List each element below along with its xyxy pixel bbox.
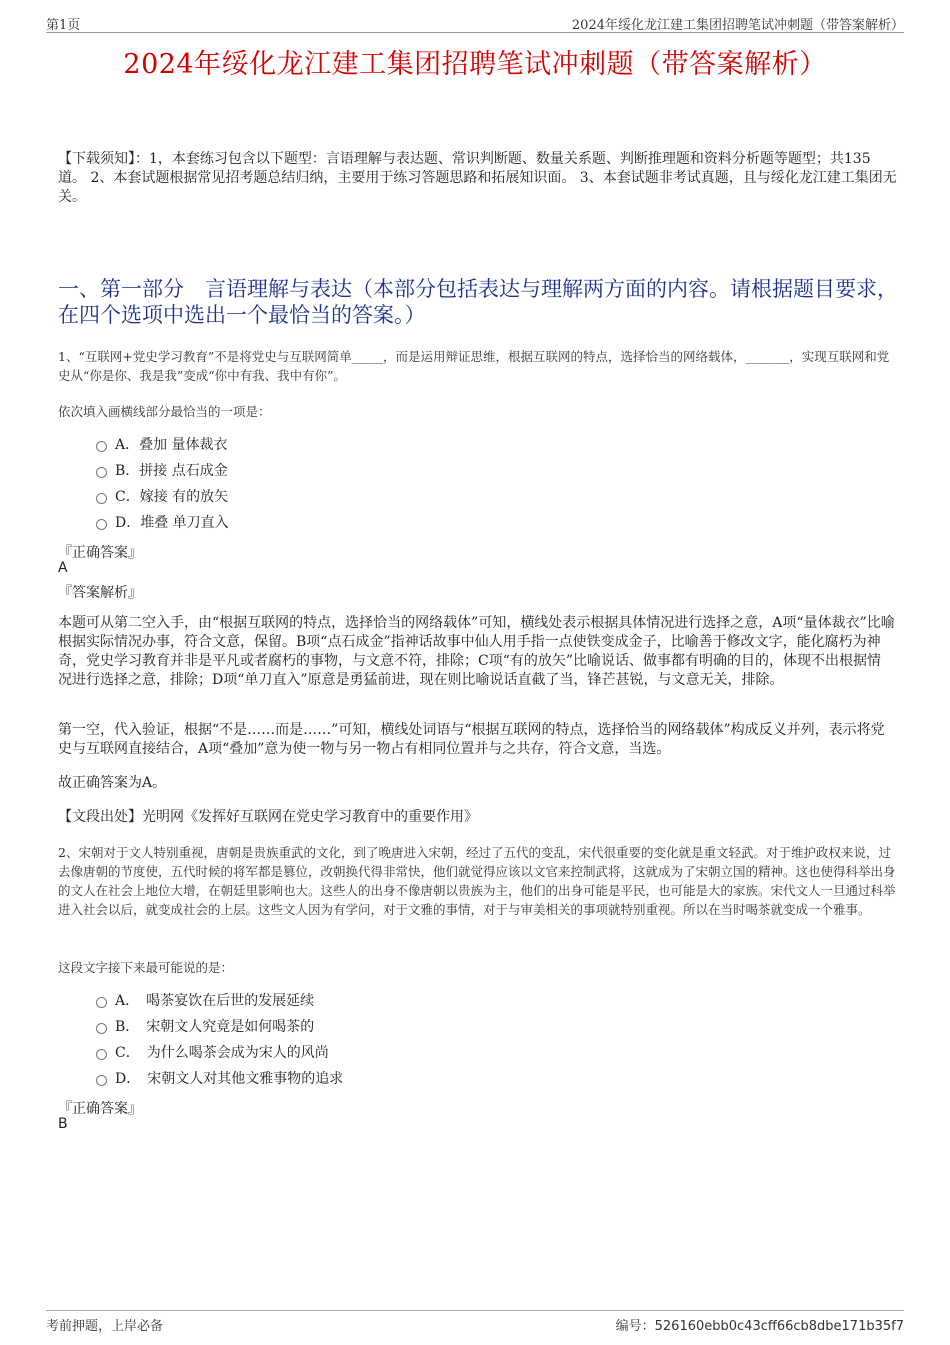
option-d[interactable]: D． 宋朝文人对其他文雅事物的追求 [96,1066,343,1092]
analysis-paragraph: 第一空，代入验证，根据“不是……而是……”可知，横线处词语与“根据互联网的特点，选择恰当的网络载体”构成反义并列，表示将党史与互联网直接结合，A项“叠加”意为使一物与另一物占有相同位置并与之共存，符合文意，当选。 [58,722,885,757]
question-2-options [96,988,343,1092]
question-2-stem: 2、宋朝对于文人特别重视，唐朝是贵族重武的文化，到了晚唐进入宋朝，经过了五代的变乱，宋代很重要的变化就是重文轻武。对于维护政权来说，过去像唐朝的节度使，五代时候的将军都是篡位，改朝换代得非常快，他们就觉得应该以文官来控制武将，这就成为了宋朝立国的精神。这也使得科举出身的文人在社会上地位大增，在朝廷里影响也大。这些人的出身不像唐朝以贵族为主，他们的出身可能是平民，也可能是大的家族。宋代文人一旦通过科举进入社会以后，就变成社会的上层。这些文人因为有学问，对于文雅的事情，对于与审美相关的事项就特别重视。所以在当时喝茶就变成一个雅事。 [58,845,896,917]
correct-answer: B [58,1116,68,1132]
option-c[interactable]: C．嫁接 有的放矢 [96,484,229,510]
source-citation: 【文段出处】光明网《发挥好互联网在党史学习教育中的重要作用》 [58,809,478,825]
radio-icon[interactable] [96,441,107,452]
header-doc-title: 2024年绥化龙江建工集团招聘笔试冲刺题（带答案解析） [571,18,904,33]
analysis-conclusion: 故正确答案为A。 [58,775,167,791]
radio-icon[interactable] [96,1075,107,1086]
analysis-label: 『答案解析』 [58,585,142,601]
section-heading: 一、第一部分 言语理解与表达（本部分包括表达与理解两方面的内容。请根据题目要求，在四个选项中选出一个最恰当的答案。） [58,277,898,327]
radio-icon[interactable] [96,467,107,478]
correct-answer: A [58,560,68,576]
footer-slogan: 考前押题，上岸必备 [46,1319,164,1334]
option-c[interactable]: C． 为什么喝茶会成为宋人的风尚 [96,1040,343,1066]
page-footer [46,1310,904,1335]
correct-answer-label: 『正确答案』 [58,545,142,561]
page-header [46,12,904,33]
download-notice: 【下载须知】：1，本套练习包含以下题型：言语理解与表达题、常识判断题、数量关系题、判断推理题和资料分析题等题型；共135道。 2、本套试题根据常见招考题总结归纳，主要用于练习答题思路和拓展知识面。 3、本套试题非考试真题，且与绥化龙江建工集团无关。 [58,151,897,205]
question-1-stem: 1、“互联网+党史学习教育”不是将党史与互联网简单_____，而是运用辩证思维，根据互联网的特点，选择恰当的网络载体，_______，实现互联网和党史从“你是你、我是我”变成“你中有我、我中有你”。 [58,349,890,383]
option-b[interactable]: B． 宋朝文人究竟是如何喝茶的 [96,1014,343,1040]
option-a[interactable]: A．叠加 量体裁衣 [96,432,229,458]
radio-icon[interactable] [96,1049,107,1060]
option-d[interactable]: D．堆叠 单刀直入 [96,510,229,536]
radio-icon[interactable] [96,997,107,1008]
option-b[interactable]: B．拼接 点石成金 [96,458,229,484]
radio-icon[interactable] [96,519,107,530]
document-title: 2024年绥化龙江建工集团招聘笔试冲刺题（带答案解析） [123,49,827,80]
option-a[interactable]: A． 喝茶宴饮在后世的发展延续 [96,988,343,1014]
correct-answer-label: 『正确答案』 [58,1101,142,1117]
question-1-prompt: 依次填入画横线部分最恰当的一项是： [58,404,271,419]
radio-icon[interactable] [96,493,107,504]
question-2-prompt: 这段文字接下来最可能说的是： [58,960,234,975]
page-number: 第1页 [46,18,81,33]
question-1-options [96,432,229,536]
document-code: 编号：526160ebb0c43cff66cb8dbe171b35f7 [615,1319,904,1334]
analysis-paragraph: 本题可从第二空入手，由“根据互联网的特点，选择恰当的网络载体”可知，横线处表示根据具体情况进行选择之意，A项“量体裁衣”比喻根据实际情况办事，符合文意，保留。B项“点石成金”指神话故事中仙人用手指一点使铁变成金子，比喻善于修改文字，能化腐朽为神奇，党史学习教育并非是平凡或者腐朽的事物，与文意不符，排除；C项“有的放矢”比喻说话、做事都有明确的目的，体现不出根据情况进行选择之意，排除；D项“单刀直入”原意是勇猛前进，现在则比喻说话直截了当，锋芒甚锐，与文意无关，排除。 [58,615,895,688]
radio-icon[interactable] [96,1023,107,1034]
